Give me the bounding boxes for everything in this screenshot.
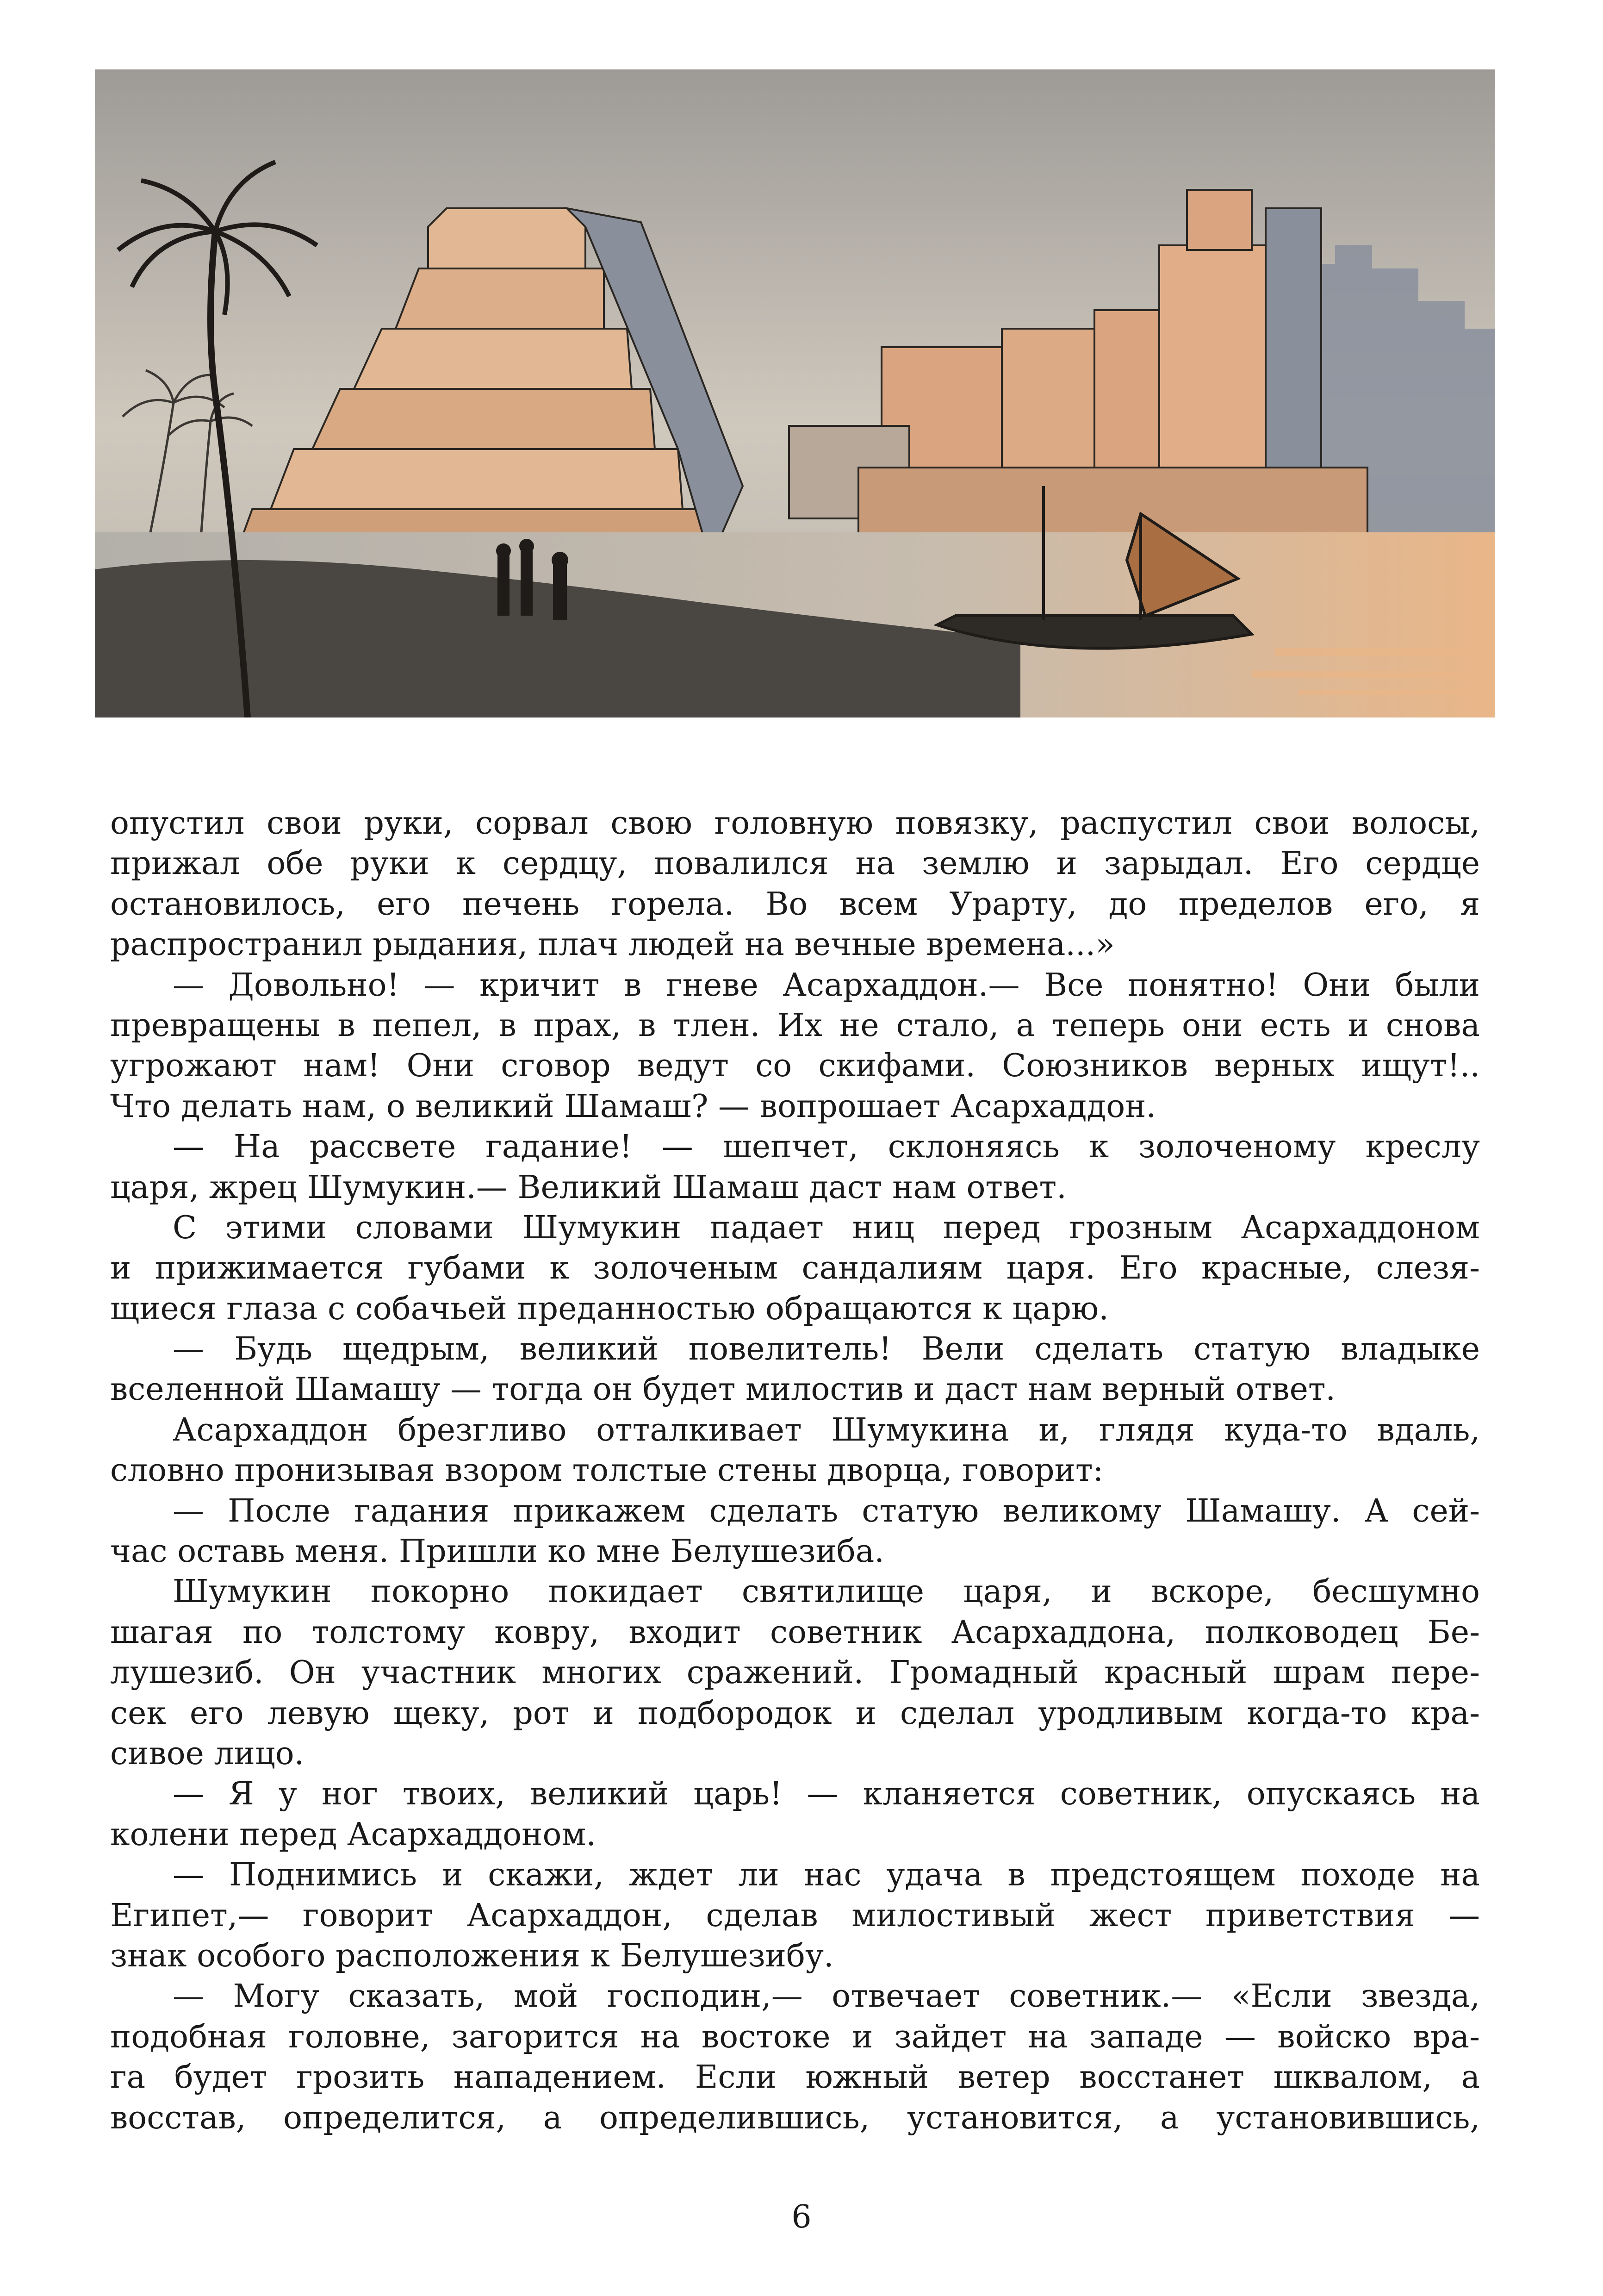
text-line: остановилось, его печень горела. Во всем Урарту, до пределов его, я	[110, 886, 1480, 923]
text-line: превращены в пепел, в прах, в тлен. Их не стало, а теперь они есть и снова	[110, 1007, 1480, 1044]
text-line: знак особого расположения к Белушезибу.	[110, 1937, 834, 1974]
text-line: щиеся глаза с собачьей преданностью обращаются к царю.	[110, 1290, 1109, 1327]
text-line: — Могу сказать, мой господин,— отвечает советник.— «Если звезда,	[173, 1978, 1480, 2015]
text-line: прижал обе руки к сердцу, повалился на землю и зарыдал. Его сердце	[110, 845, 1480, 882]
text-line: словно пронизывая взором толстые стены дворца, говорит:	[110, 1452, 1104, 1489]
text-line: — На рассвете гадание! — шепчет, склоняясь к золоченому креслу	[173, 1129, 1480, 1166]
text-line: — Довольно! — кричит в гневе Асархаддон.— Все понятно! Они были	[173, 967, 1480, 1004]
text-line: и прижимается губами к золоченым сандалиям царя. Его красные, слезя-	[110, 1250, 1480, 1287]
text-line: Египет,— говорит Асархаддон, сделав милостивый жест приветствия —	[110, 1897, 1480, 1934]
text-line: шагая по толстому ковру, входит советник Асархаддона, полководец Бе-	[110, 1614, 1480, 1651]
city-illustration	[95, 69, 1495, 718]
page-number: 6	[791, 2199, 812, 2235]
body-text	[110, 803, 1480, 2138]
text-line: Асархаддон брезгливо отталкивает Шумукина и, глядя куда-то вдаль,	[173, 1411, 1480, 1448]
text-line: восстав, определится, а определившись, установится, а установившись,	[110, 2099, 1480, 2136]
text-line: — Я у ног твоих, великий царь! — кланяется советник, опускаясь на	[173, 1776, 1480, 1813]
text-line: колени перед Асархаддоном.	[110, 1816, 596, 1853]
text-line: Что делать нам, о великий Шамаш? — вопрошает Асархаддон.	[110, 1088, 1156, 1125]
text-line: С этими словами Шумукин падает ниц перед грозным Асархаддоном	[173, 1209, 1480, 1246]
text-line: га будет грозить нападением. Если южный ветер восстанет шквалом, а	[110, 2059, 1480, 2096]
text-line: вселенной Шамашу — тогда он будет милостив и даст нам верный ответ.	[110, 1371, 1336, 1408]
text-line: царя, жрец Шумукин.— Великий Шамаш даст нам ответ.	[110, 1169, 1067, 1206]
text-line: час оставь меня. Пришли ко мне Белушезиба.	[110, 1533, 884, 1570]
text-line: сивое лицо.	[110, 1735, 304, 1772]
text-line: опустил свои руки, сорвал свою головную повязку, распустил свои волосы,	[110, 805, 1480, 842]
text-line: сек его левую щеку, рот и подбородок и сделал уродливым когда-то кра-	[110, 1695, 1480, 1732]
ziggurat-city-drawing	[95, 69, 1495, 718]
text-line: — После гадания прикажем сделать статую великому Шамашу. А сей-	[173, 1492, 1480, 1529]
text-line: — Поднимись и скажи, ждет ли нас удача в предстоящем походе на	[173, 1857, 1480, 1894]
text-line: распространил рыдания, плач людей на вечные времена...»	[110, 926, 1115, 963]
text-line: подобная головне, загорится на востоке и зайдет на западе — войско вра-	[110, 2018, 1480, 2055]
text-line: лушезиб. Он участник многих сражений. Громадный красный шрам пере-	[110, 1654, 1480, 1691]
text-line: Шумукин покорно покидает святилище царя, и вскоре, бесшумно	[173, 1573, 1480, 1610]
text-line: — Будь щедрым, великий повелитель! Вели сделать статую владыке	[173, 1331, 1480, 1368]
text-line: угрожают нам! Они сговор ведут со скифами. Союзников верных ищут!..	[110, 1048, 1480, 1085]
